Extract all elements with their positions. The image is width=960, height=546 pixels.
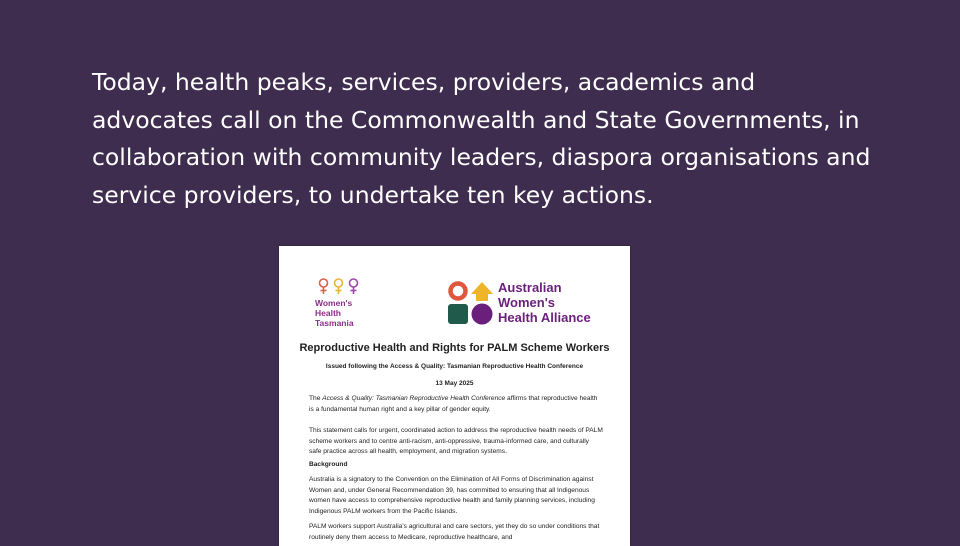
paragraph-palm-workers: PALM workers support Australia's agricultural and care sectors, yet they do so under conditions that routinely deny them access to Medicare, reproductive healthcare, and xyxy=(309,523,600,541)
paragraph-cedaw: Australia is a signatory to the Convention on the Elimination of All Forms of Discrimination against Women and, under General Recommendation 39, has committed to ensuring that all Indigenous women have access to comprehensive reproductive health and family planning services, including Indigenous PALM workers from the Pacific Islands. xyxy=(309,476,595,515)
womens-health-tasmania-logo xyxy=(315,278,385,328)
awha-logo xyxy=(447,280,617,326)
section-heading-background: Background xyxy=(309,461,348,468)
awha-shapes-icon xyxy=(447,280,493,326)
document-title: Reproductive Health and Rights for PALM Scheme Workers xyxy=(299,342,610,354)
wht-logo-text: Women's Health Tasmania xyxy=(315,298,354,328)
awha-logo-text: Australian Women's Health Alliance xyxy=(498,280,591,325)
document-date: 13 May 2025 xyxy=(435,380,474,387)
paragraph-statement: This statement calls for urgent, coordinated action to address the reproductive health needs of PALM scheme workers and to centre anti-racism, anti-oppressive, trauma-informed care, and culturally safe practice across all health, employment, and migration systems. xyxy=(309,427,603,456)
document-subtitle: Issued following the Access & Quality: Tasmanian Reproductive Health Conference xyxy=(325,363,584,370)
paragraph-affirmation: The Access & Quality: Tasmanian Reproductive Health Conference affirms that reproductive health is a fundamental human right and a key pillar of gender equity. xyxy=(309,395,598,413)
document-page xyxy=(279,246,630,546)
venus-symbols-icon xyxy=(317,278,385,295)
slide-headline: Today, health peaks, services, providers, academics and advocates call on the Commonwealth and State Governments, in collaboration with community leaders, diaspora organisations and service providers, to undertake ten key actions. xyxy=(92,68,871,209)
